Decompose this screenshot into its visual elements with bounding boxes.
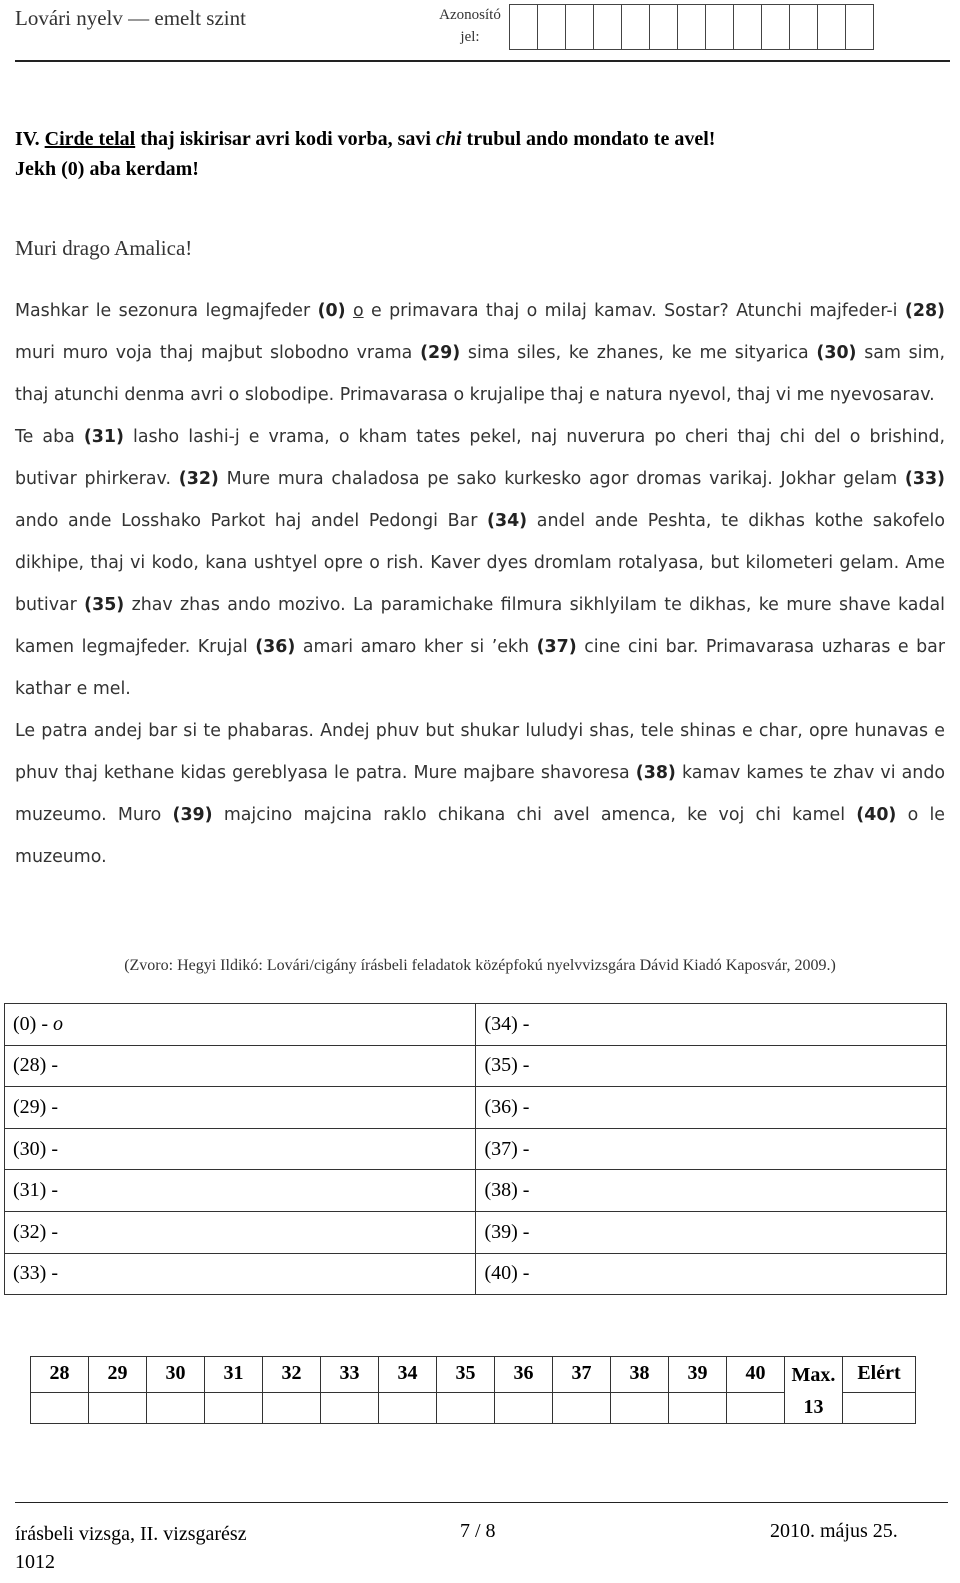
- score-item-label: 39: [669, 1357, 727, 1393]
- id-label-line-1: Azonosító: [439, 7, 501, 23]
- id-box[interactable]: [677, 4, 706, 50]
- score-item-cell[interactable]: [31, 1393, 89, 1424]
- gap-number: (31): [83, 427, 124, 447]
- footer-exam-info: [15, 1520, 247, 1576]
- letter-greeting: Muri drago Amalica!: [15, 236, 193, 260]
- letter-text-segment: [346, 301, 353, 321]
- letter-text-segment: andel ande Peshta, te dikhas kothe sakofelo dikhipe, thaj vi kodo, kana ushtyel opre o rish. Kaver dyes dromlam rotalyasa, but kilometeri gelam. Ame butivar: [15, 511, 946, 615]
- score-header-row: [31, 1357, 916, 1393]
- score-item-cell[interactable]: [205, 1393, 263, 1424]
- score-item-label: 36: [495, 1357, 553, 1393]
- example-answer: o: [52, 1012, 63, 1035]
- answer-cell[interactable]: (29) -: [5, 1087, 476, 1129]
- letter-text-segment: lasho lashi-j e vrama, o kham tates pekel, naj nuverura po cheri thaj chi del o brishind, butivar phirkerav.: [15, 427, 945, 489]
- answer-row: [5, 1253, 947, 1295]
- gap-number: (33): [904, 469, 945, 489]
- answer-row: [5, 1128, 947, 1170]
- score-item-cell[interactable]: [611, 1393, 669, 1424]
- id-box[interactable]: [733, 4, 762, 50]
- exam-date: 2010. május 25.: [770, 1520, 898, 1542]
- id-box[interactable]: [705, 4, 734, 50]
- id-box[interactable]: [565, 4, 594, 50]
- answer-cell[interactable]: (39) -: [476, 1211, 947, 1253]
- gap-number: (37): [536, 637, 577, 657]
- gap-number: (30): [816, 343, 857, 363]
- letter-paragraph: [15, 416, 945, 710]
- answer-row: [5, 1087, 947, 1129]
- answer-cell[interactable]: (31) -: [5, 1170, 476, 1212]
- letter-text-segment: Te aba: [15, 427, 84, 447]
- letter-text-segment: sima siles, ke zhanes, ke me sityarica: [460, 343, 817, 363]
- task-line-2: Jekh (0) aba kerdam!: [15, 158, 199, 180]
- id-code-boxes: [510, 4, 874, 50]
- score-item-cell[interactable]: [553, 1393, 611, 1424]
- score-item-label: 30: [147, 1357, 205, 1393]
- max-score-label: Max.: [791, 1364, 836, 1386]
- letter-text-segment: o le muzeumo.: [15, 805, 946, 867]
- footer-exam-part: írásbeli vizsga, II. vizsgarész: [15, 1523, 247, 1545]
- page-header: [15, 0, 945, 64]
- answer-cell[interactable]: (32) -: [5, 1211, 476, 1253]
- task-underlined-text: Cirde telal: [44, 128, 136, 150]
- id-label-line-2: jel:: [460, 29, 480, 45]
- answer-row: [5, 1211, 947, 1253]
- footer-divider: [15, 1502, 948, 1503]
- exam-title: Lovári nyelv — emelt szint: [15, 6, 246, 30]
- id-box[interactable]: [537, 4, 566, 50]
- answer-cell[interactable]: (33) -: [5, 1253, 476, 1295]
- id-box[interactable]: [509, 4, 538, 50]
- id-box[interactable]: [845, 4, 874, 50]
- score-item-label: 31: [205, 1357, 263, 1393]
- letter-paragraph: [15, 290, 945, 416]
- gap-number: (35): [84, 595, 125, 615]
- score-item-cell[interactable]: [669, 1393, 727, 1424]
- letter-text-segment: muri muro voja thaj majbut slobodno vrama: [15, 343, 421, 363]
- task-number: IV.: [15, 128, 40, 150]
- gap-number: (28): [904, 301, 945, 321]
- score-item-cell[interactable]: [379, 1393, 437, 1424]
- letter-text-segment: majcino majcina raklo chikana chi avel amenca, ke voj chi kamel: [212, 805, 857, 825]
- letter-text-segment: zhav zhas ando mozivo. La paramichake filmura sikhlyilam te dikhas, ke mure shave kadal kamen legmajfeder. Krujal: [15, 595, 945, 657]
- gap-number: (34): [487, 511, 528, 531]
- id-box[interactable]: [649, 4, 678, 50]
- task-instruction: [15, 124, 945, 184]
- letter-text-segment: e primavara thaj o milaj kamav. Sostar? Atunchi majfeder-i: [363, 301, 905, 321]
- score-item-label: 28: [31, 1357, 89, 1393]
- gap-number: (0): [317, 301, 346, 321]
- letter-paragraph: [15, 710, 945, 878]
- gap-number: (39): [172, 805, 213, 825]
- answer-cell[interactable]: (30) -: [5, 1128, 476, 1170]
- letter-text-segment: Mashkar le sezonura legmajfeder: [15, 301, 318, 321]
- id-box[interactable]: [789, 4, 818, 50]
- letter-text-segment: Le patra andej bar si te phabaras. Andej phuv but shukar luludyi shas, tele shinas e char, opre hunavas e phuv thaj kethane kidas gereblyasa le patra. Mure majbare shavoresa: [15, 721, 945, 783]
- score-item-label: 29: [89, 1357, 147, 1393]
- score-item-cell[interactable]: [727, 1393, 785, 1424]
- header-divider: [15, 60, 950, 62]
- answer-cell[interactable]: [5, 1004, 476, 1046]
- score-item-label: 40: [727, 1357, 785, 1393]
- id-box[interactable]: [593, 4, 622, 50]
- letter-text-segment: ando ande Losshako Parkot haj andel Pedongi Bar: [15, 511, 488, 531]
- letter-text-segment: sam sim, thaj atunchi denma avri o slobodipe. Primavarasa o krujalipe thaj e natura nyevol, thaj vi me nyevosarav.: [15, 343, 945, 405]
- task-line-1: [15, 124, 945, 154]
- gap-number: (36): [255, 637, 296, 657]
- letter-text-segment: Mure mura chaladosa pe sako kurkesko agor dromas varikaj. Jokhar gelam: [218, 469, 905, 489]
- max-score-cell: [785, 1357, 843, 1424]
- max-score-value: 13: [803, 1396, 824, 1418]
- answer-cell[interactable]: (34) -: [476, 1004, 947, 1046]
- score-item-label: 37: [553, 1357, 611, 1393]
- id-label: [435, 4, 505, 48]
- score-item-cell[interactable]: [147, 1393, 205, 1424]
- letter-text-segment: kamav kames te zhav vi ando muzeumo. Muro: [15, 763, 946, 825]
- id-box[interactable]: [621, 4, 650, 50]
- score-entry-row: [31, 1393, 916, 1424]
- letter-text-segment: cine cini bar. Primavarasa uzharas e bar kathar e mel.: [15, 637, 945, 699]
- answer-row: [5, 1045, 947, 1087]
- gap-number: (40): [856, 805, 897, 825]
- task-italic-text: chi: [435, 128, 462, 150]
- score-item-cell[interactable]: [263, 1393, 321, 1424]
- answer-cell[interactable]: (28) -: [5, 1045, 476, 1087]
- answer-cell[interactable]: (36) -: [476, 1087, 947, 1129]
- task-text-a: thaj iskirisar avri kodi vorba, savi: [135, 128, 436, 150]
- gap-number: (32): [178, 469, 219, 489]
- letter-text-segment: o: [352, 301, 364, 321]
- answer-cell[interactable]: (37) -: [476, 1128, 947, 1170]
- footer-exam-code: 1012: [15, 1551, 55, 1573]
- task-text-b: trubul ando mondato te avel!: [461, 128, 716, 150]
- letter-body: [15, 290, 945, 878]
- answer-row: [5, 1170, 947, 1212]
- score-item-label: 35: [437, 1357, 495, 1393]
- score-item-label: 33: [321, 1357, 379, 1393]
- score-table: [30, 1356, 916, 1424]
- letter-text-segment: amari amaro kher si ’ekh: [295, 637, 537, 657]
- answer-row: [5, 1004, 947, 1046]
- answer-cell[interactable]: (35) -: [476, 1045, 947, 1087]
- score-item-label: 32: [263, 1357, 321, 1393]
- score-item-cell[interactable]: [321, 1393, 379, 1424]
- source-citation: (Zvoro: Hegyi Ildikó: Lovári/cigány írásbeli feladatok középfokú nyelvvizsgára Dávid Kiadó Kaposvár, 2009.): [124, 957, 836, 974]
- page-number: 7 / 8: [460, 1520, 496, 1542]
- score-item-cell[interactable]: [495, 1393, 553, 1424]
- achieved-score-label: Elért: [843, 1357, 916, 1393]
- score-item-label: 38: [611, 1357, 669, 1393]
- answer-cell[interactable]: (38) -: [476, 1170, 947, 1212]
- answer-cell[interactable]: (40) -: [476, 1253, 947, 1295]
- score-item-label: 34: [379, 1357, 437, 1393]
- gap-number: (29): [420, 343, 461, 363]
- gap-number: (38): [635, 763, 676, 783]
- score-item-cell[interactable]: [437, 1393, 495, 1424]
- achieved-score-cell[interactable]: [843, 1393, 916, 1424]
- example-label: (0) -: [13, 1012, 53, 1035]
- id-box[interactable]: [761, 4, 790, 50]
- id-box[interactable]: [817, 4, 846, 50]
- score-item-cell[interactable]: [89, 1393, 147, 1424]
- answer-table: [4, 1003, 947, 1295]
